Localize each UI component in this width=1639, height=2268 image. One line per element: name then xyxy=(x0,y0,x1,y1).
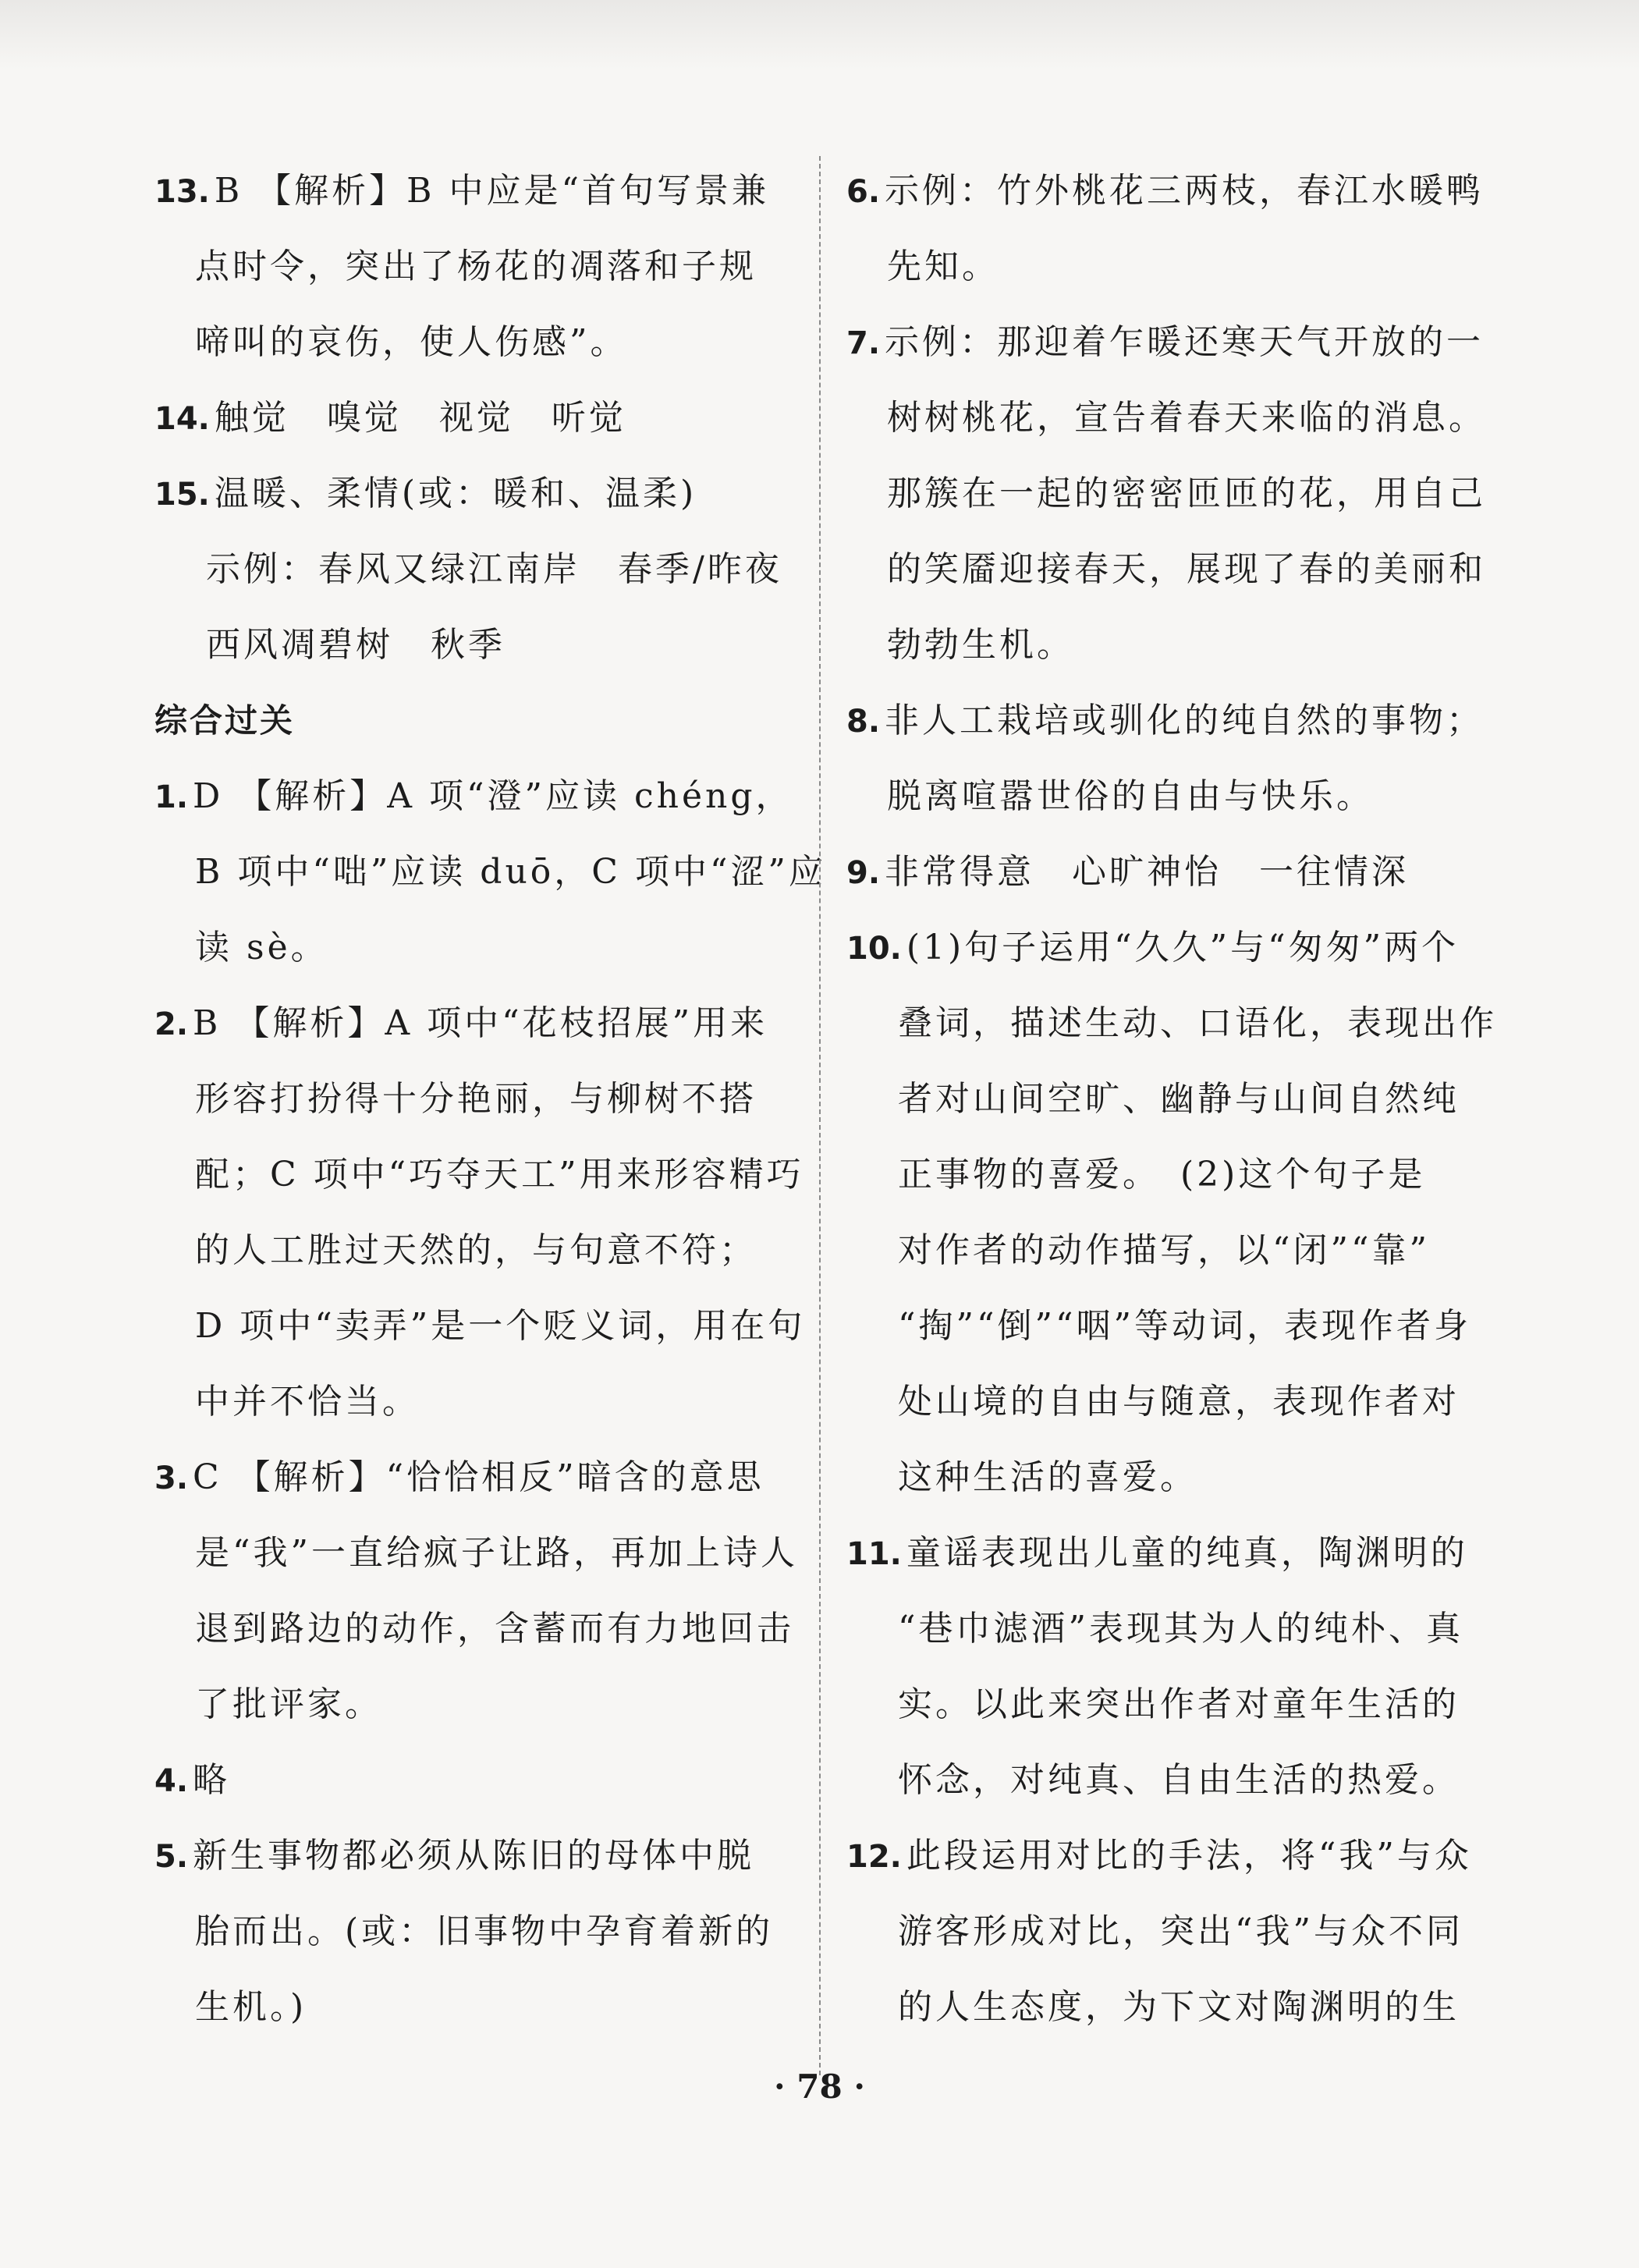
answer-15-line-1: 15. 温暖、柔情(或：暖和、温柔) xyxy=(154,474,697,513)
answer-3-line-4: 了批评家。 xyxy=(195,1684,382,1724)
answer-3-line-1: 3. C 【解析】“恰恰相反”暗含的意思 xyxy=(154,1457,765,1497)
answer-9-line-1: 9. 非常得意 心旷神怡 一往情深 xyxy=(846,852,1410,892)
answer-3-line-2: 是“我”一直给疯子让路，再加上诗人 xyxy=(195,1533,798,1573)
answer-10-line-2: 叠词，描述生动、口语化，表现出作 xyxy=(898,1003,1497,1043)
answer-13-line-3: 啼叫的哀伤，使人伤感”。 xyxy=(195,322,628,362)
answer-12-line-1: 12. 此段运用对比的手法，将“我”与众 xyxy=(846,1836,1472,1876)
answer-2-line-2: 形容打扮得十分艳丽，与柳树不搭 xyxy=(195,1079,757,1119)
answer-7-line-5: 勃勃生机。 xyxy=(887,625,1074,665)
answer-1-line-2: B 项中“咄”应读 duō，C 项中“涩”应 xyxy=(195,852,826,892)
answer-1-line-3: 读 sè。 xyxy=(195,928,328,967)
answer-4-line-1: 4. 略 xyxy=(154,1760,231,1800)
answer-1-line-1: 1. D 【解析】A 项“澄”应读 chéng， xyxy=(154,776,793,816)
answer-2-line-6: 中并不恰当。 xyxy=(195,1382,420,1421)
answer-7-line-1: 7. 示例：那迎着乍暖还寒天气开放的一 xyxy=(846,322,1485,362)
answer-11-line-4: 怀念，对纯真、自由生活的热爱。 xyxy=(898,1760,1460,1800)
answer-12-line-2: 游客形成对比，突出“我”与众不同 xyxy=(898,1911,1463,1951)
answer-5-line-3: 生机。) xyxy=(195,1987,307,2027)
answer-5-line-1: 5. 新生事物都必须从陈旧的母体中脱 xyxy=(154,1836,755,1876)
answer-5-line-2: 胎而出。(或：旧事物中孕育着新的 xyxy=(195,1911,774,1951)
answer-7-line-4: 的笑靥迎接春天，展现了春的美丽和 xyxy=(887,549,1486,589)
answer-10-line-4: 正事物的喜爱。 (2)这个句子是 xyxy=(898,1155,1426,1194)
answer-6-line-1: 6. 示例：竹外桃花三两枝，春江水暖鸭 xyxy=(846,171,1485,211)
answer-3-line-3: 退到路边的动作，含蓄而有力地回击 xyxy=(195,1609,794,1649)
answer-8-line-1: 8. 非人工栽培或驯化的纯自然的事物； xyxy=(846,701,1485,740)
answer-10-line-1: 10. (1)句子运用“久久”与“匆匆”两个 xyxy=(846,928,1460,967)
answer-10-line-7: 处山境的自由与随意，表现作者对 xyxy=(898,1382,1460,1421)
answer-8-line-2: 脱离喧嚣世俗的自由与快乐。 xyxy=(887,776,1374,816)
answer-11-line-3: 实。以此来突出作者对童年生活的 xyxy=(898,1684,1460,1724)
answer-7-line-3: 那簇在一起的密密匝匝的花，用自己 xyxy=(887,474,1486,513)
answer-10-line-6: “掏”“倒”“咽”等动词，表现作者身 xyxy=(898,1306,1471,1346)
answer-10-line-8: 这种生活的喜爱。 xyxy=(898,1457,1197,1497)
answer-13-line-1: 13. B 【解析】B 中应是“首句写景兼 xyxy=(154,171,769,211)
answer-14-line-1: 14. 触觉 嗅觉 视觉 听觉 xyxy=(154,398,626,438)
answer-7-line-2: 树树桃花，宣告着春天来临的消息。 xyxy=(887,398,1486,438)
answer-10-line-3: 者对山间空旷、幽静与山间自然纯 xyxy=(898,1079,1460,1119)
answer-11-line-1: 11. 童谣表现出儿童的纯真，陶渊明的 xyxy=(846,1533,1468,1573)
answer-12-line-3: 的人生态度，为下文对陶渊明的生 xyxy=(898,1987,1460,2027)
column-divider xyxy=(819,156,821,2075)
answer-2-line-5: D 项中“卖弄”是一个贬义词，用在句 xyxy=(195,1306,806,1346)
scan-top-shadow xyxy=(0,0,1639,70)
answer-15-line-3: 西风凋碧树 秋季 xyxy=(206,625,506,665)
answer-10-line-5: 对作者的动作描写，以“闭”“靠” xyxy=(898,1230,1430,1270)
answer-2-line-1: 2. B 【解析】A 项中“花枝招展”用来 xyxy=(154,1003,768,1043)
section-title: 综合过关 xyxy=(154,701,296,740)
answer-2-line-3: 配；C 项中“巧夺天工”用来形容精巧 xyxy=(195,1155,804,1194)
answer-6-line-2: 先知。 xyxy=(887,247,999,286)
answer-2-line-4: 的人工胜过天然的，与句意不符； xyxy=(195,1230,757,1270)
answer-13-line-2: 点时令，突出了杨花的凋落和子规 xyxy=(195,247,757,286)
answer-11-line-2: “巷巾滤酒”表现其为人的纯朴、真 xyxy=(898,1609,1463,1649)
answer-15-line-2: 示例：春风又绿江南岸 春季/昨夜 xyxy=(206,549,782,589)
page-number: · 78 · xyxy=(774,2067,865,2106)
